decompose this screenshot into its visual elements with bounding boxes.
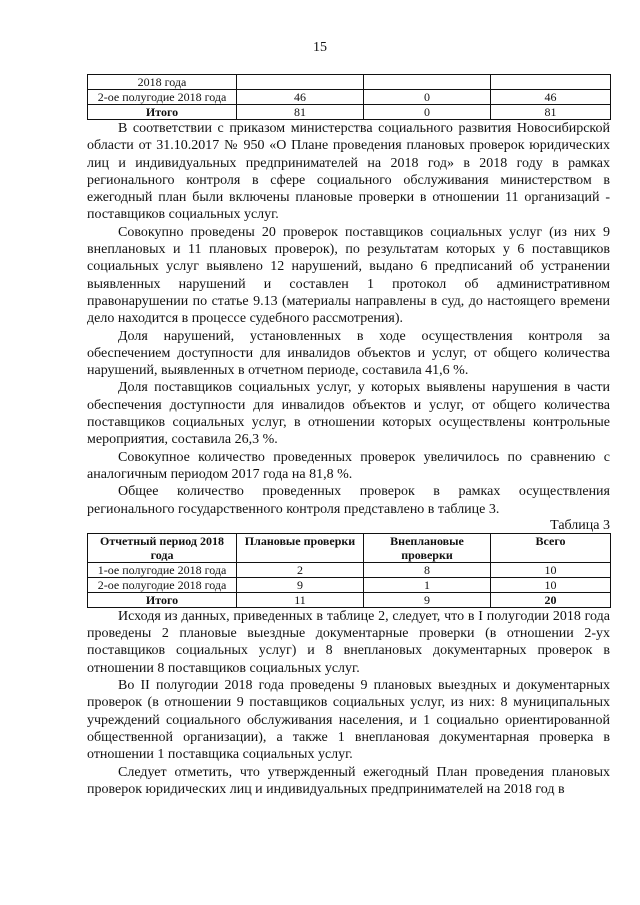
table-cell: 9 xyxy=(237,577,364,592)
table-cell: 81 xyxy=(491,105,611,120)
table-row-total xyxy=(88,592,611,607)
table-cell: 2018 года xyxy=(88,75,237,90)
table-caption: Таблица 3 xyxy=(550,517,610,533)
table-cell: 8 xyxy=(364,562,491,577)
column-header: Плановые проверки xyxy=(237,533,364,562)
table-cell: 10 xyxy=(491,562,611,577)
paragraph: Совокупное количество проведенных проверок увеличилось по сравнению с аналогичным периодом 2017 года на 81,8 %. xyxy=(87,449,610,482)
table-cell: 11 xyxy=(237,592,364,607)
table-row xyxy=(88,562,611,577)
paragraph: Исходя из данных, приведенных в таблице 2, следует, что в I полугодии 2018 года проведены 2 плановые выездные документарные проверки (в отношении 2-ух поставщиков социальных услуг) и 8 внеплановых документарных проверок в отношении 8 поставщиков социальных услуг. xyxy=(87,608,610,676)
table-cell: 1 xyxy=(364,577,491,592)
table-cell: 10 xyxy=(491,577,611,592)
paragraph: Совокупно проведены 20 проверок поставщиков социальных услуг (из них 9 внеплановых и 11 плановых проверок), по результатам которых у 6 поставщиков социальных услуг выявлено 12 нарушений, выдано 6 предписаний об устранении выявленных нарушений и составлен 1 протокол об административном правонарушении по статье 9.13 (материалы направлены в суд, до настоящего времени дело находится в процессе судебного рассмотрения). xyxy=(87,224,610,327)
table-row xyxy=(88,75,611,90)
table-cell: Итого xyxy=(88,105,237,120)
paragraph: Следует отметить, что утвержденный ежегодный План проведения плановых проверок юридических лиц и индивидуальных предпринимателей на 2018 год в xyxy=(87,764,610,797)
table-cell xyxy=(491,75,611,90)
paragraph: Доля поставщиков социальных услуг, у которых выявлены нарушения в части обеспечения доступности для инвалидов объектов и услуг, от общего количества поставщиков социальных услуг, в отношении которых осуществлены контрольные мероприятия, составила 26,3 %. xyxy=(87,380,610,448)
paragraph: Доля нарушений, установленных в ходе осуществления контроля за обеспечением доступности для инвалидов объектов и услуг, от общего количества нарушений, выявленных в отчетном периоде, составила 41,6 %. xyxy=(87,328,610,379)
table-cell: 1-ое полугодие 2018 года xyxy=(88,562,237,577)
table-row-total xyxy=(88,105,611,120)
column-header: Всего xyxy=(491,533,611,562)
table-cell: 2-ое полугодие 2018 года xyxy=(88,90,237,105)
table-cell: 20 xyxy=(491,592,611,607)
page-content xyxy=(87,74,610,798)
column-header: Отчетный период 2018 года xyxy=(88,533,237,562)
paragraph: Общее количество проведенных проверок в рамках осуществления регионального государственного контроля представлено в таблице 3. xyxy=(87,484,610,517)
table-cell xyxy=(237,75,364,90)
table-cell: 9 xyxy=(364,592,491,607)
table-cell: 46 xyxy=(491,90,611,105)
page-number: 15 xyxy=(313,40,327,55)
table-cell: 81 xyxy=(237,105,364,120)
table-cell: 0 xyxy=(364,105,491,120)
table-cell: 0 xyxy=(364,90,491,105)
paragraph: В соответствии с приказом министерства социального развития Новосибирской области от 31.10.2017 № 950 «О Плане проведения плановых проверок юридических лиц и индивидуальных предпринимателей на 2018 год» в 2018 году в рамках регионального контроля в сфере социального обслуживания министерством в ежегодный план были включены плановые проверки в отношении 11 организаций - поставщиков социальных услуг. xyxy=(87,121,610,223)
table-header-row xyxy=(88,533,611,562)
table-row xyxy=(88,90,611,105)
column-header: Внеплановые проверки xyxy=(364,533,491,562)
table-cell: 2-ое полугодие 2018 года xyxy=(88,577,237,592)
previous-table-continuation xyxy=(87,74,611,120)
paragraph: Во II полугодии 2018 года проведены 9 плановых выездных и документарных проверок (в отношении 9 поставщиков социальных услуг, из них: 8 муниципальных учреждений социального обслуживания населения, и 1 социально ориентированной общественной организации), а также 1 внеплановая документарная проверка в отношении 1 поставщика социальных услуг. xyxy=(87,678,610,763)
table-row xyxy=(88,577,611,592)
table-cell: Итого xyxy=(88,592,237,607)
table-cell: 46 xyxy=(237,90,364,105)
table-3 xyxy=(87,533,611,608)
table-cell xyxy=(364,75,491,90)
table-cell: 2 xyxy=(237,562,364,577)
